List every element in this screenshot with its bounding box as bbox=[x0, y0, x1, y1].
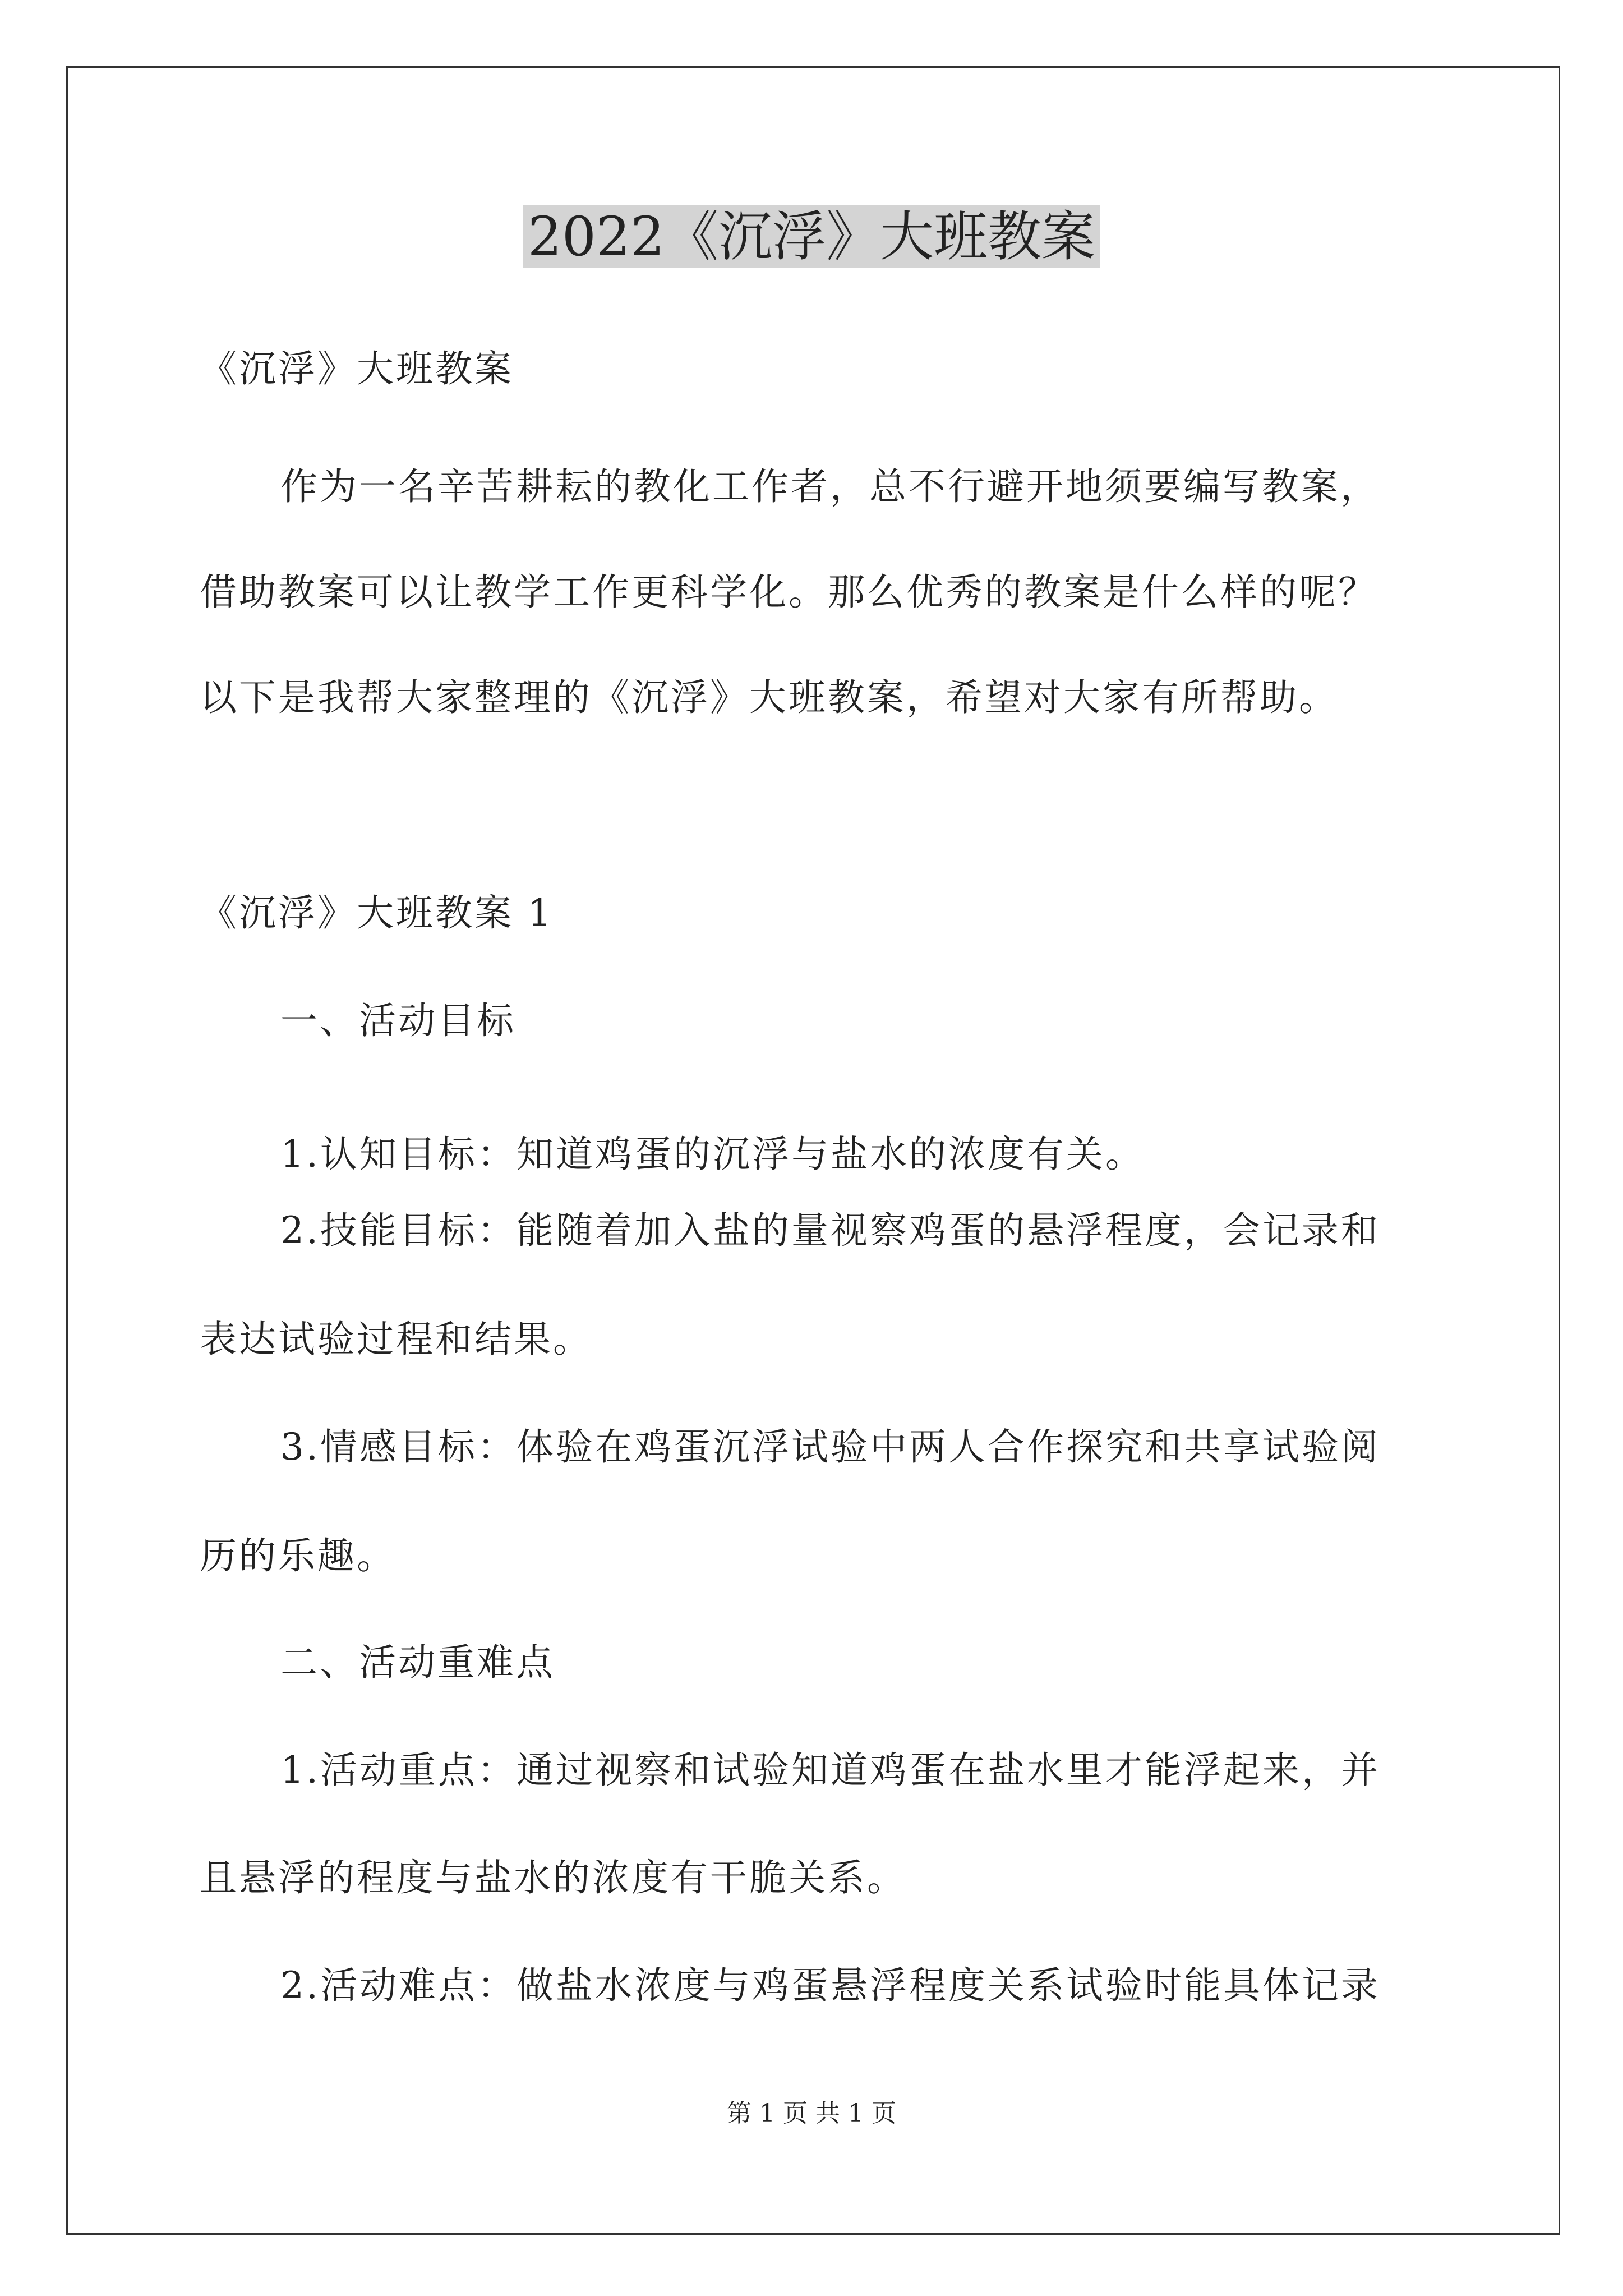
document-subtitle: 《沉浮》大班教案 bbox=[200, 347, 514, 390]
body-line: 历的乐趣。 bbox=[200, 1534, 396, 1577]
intro-line: 作为一名辛苦耕耘的教化工作者，总不行避开地须要编写教案， bbox=[280, 465, 1380, 508]
section-title: 《沉浮》大班教案 1 bbox=[200, 891, 554, 935]
page-footer: 第 1 页 共 1 页 bbox=[727, 2099, 896, 2128]
body-line: 2.技能目标：能随着加入盐的量视察鸡蛋的悬浮程度，会记录和 bbox=[280, 1209, 1380, 1252]
intro-line: 借助教案可以让教学工作更科学化。那么优秀的教案是什么样的呢？ bbox=[200, 570, 1377, 614]
body-line: 表达试验过程和结果。 bbox=[200, 1318, 592, 1361]
body-line: 3.情感目标：体验在鸡蛋沉浮试验中两人合作探究和共享试验阅 bbox=[280, 1425, 1380, 1469]
intro-line: 以下是我帮大家整理的《沉浮》大班教案，希望对大家有所帮助。 bbox=[200, 676, 1338, 719]
document-title: 2022《沉浮》大班教案 bbox=[0, 197, 1623, 276]
body-line: 且悬浮的程度与盐水的浓度有干脆关系。 bbox=[200, 1856, 906, 1899]
body-line: 1.活动重点：通过视察和试验知道鸡蛋在盐水里才能浮起来，并 bbox=[280, 1749, 1380, 1792]
body-line: 2.活动难点：做盐水浓度与鸡蛋悬浮程度关系试验时能具体记录 bbox=[280, 1964, 1380, 2007]
body-line: 1.认知目标：知道鸡蛋的沉浮与盐水的浓度有关。 bbox=[280, 1133, 1145, 1176]
body-line: 一、活动目标 bbox=[280, 999, 516, 1042]
body-line: 二、活动重难点 bbox=[280, 1641, 555, 1684]
